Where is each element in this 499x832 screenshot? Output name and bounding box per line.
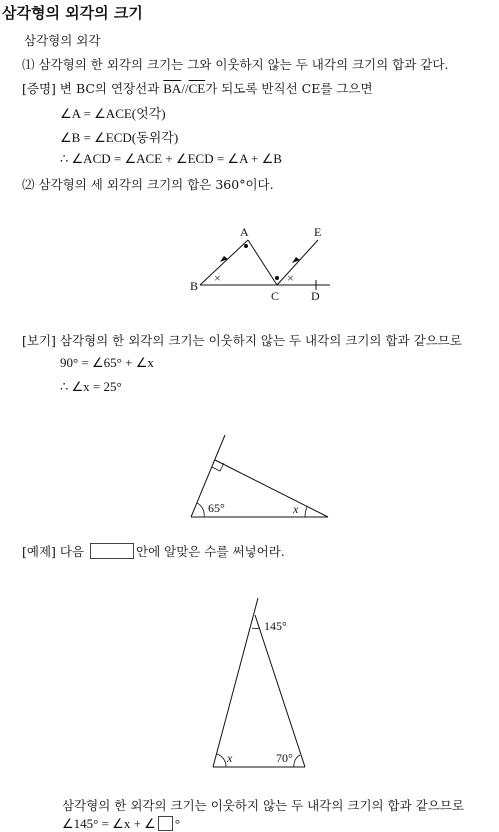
label-e: E xyxy=(314,225,322,239)
answer-equation xyxy=(62,816,180,832)
proof-text-b: 가 되도록 반직선 CE를 그으면 xyxy=(205,81,373,96)
proof-text-a: 변 BC의 연장선과 xyxy=(59,81,160,96)
page-title: 삼각형의 외각의 크기 xyxy=(2,4,143,22)
angle-65: 65° xyxy=(208,501,225,515)
example-eq-1: 90° = ∠65° + ∠x xyxy=(60,355,154,370)
parallel-symbol: // xyxy=(181,81,189,96)
example-eq-2: ∴ ∠x = 25° xyxy=(60,379,122,394)
segment-ba: $\overline{BA}$ xyxy=(163,81,182,96)
exercise-label: [예제] xyxy=(22,544,56,559)
example-text: 삼각형의 한 외각의 크기는 이웃하지 않는 두 내각의 크기의 합과 같으므로 xyxy=(59,333,462,348)
angle-70: 70° xyxy=(276,751,293,765)
answer-eq-before: ∠145° = ∠x + ∠ xyxy=(62,816,156,831)
angle-x-3: x xyxy=(227,751,233,765)
property-1-text: 삼각형의 한 외각의 크기는 그와 이웃하지 않는 두 내각의 크기의 합과 같다. xyxy=(38,57,449,72)
proof-line-3: ∴ ∠ACD = ∠ACE + ∠ECD = ∠A + ∠B xyxy=(60,151,282,166)
proof-line-2: ∠B = ∠ECD(동위각) xyxy=(60,130,179,145)
exercise-text-before: 다음 xyxy=(59,544,85,559)
mark-b: × xyxy=(214,271,221,285)
label-b: B xyxy=(190,279,199,293)
answer-text: 삼각형의 한 외각의 크기는 이웃하지 않는 두 내각의 크기의 합과 같으므로 xyxy=(62,798,464,813)
property-1-number: ⑴ xyxy=(22,57,35,72)
answer-eq-after: ° xyxy=(174,816,181,831)
label-c: C xyxy=(271,289,280,303)
exercise-text-after: 안에 알맞은 수를 써넣어라. xyxy=(136,544,285,559)
angle-145: 145° xyxy=(264,619,287,633)
proof-label: [증명] xyxy=(22,81,56,96)
segment-ce: $\overline{CE}$ xyxy=(188,81,206,96)
label-a: A xyxy=(240,225,249,239)
section-label: 삼각형의 외각 xyxy=(24,33,101,48)
label-d: D xyxy=(311,289,320,303)
angle-x: x xyxy=(293,502,299,516)
property-2-text: 삼각형의 세 외각의 크기의 합은 360°이다. xyxy=(38,177,274,192)
proof-line-1: ∠A = ∠ACE(엇각) xyxy=(60,106,166,121)
example-label: [보기] xyxy=(22,333,56,348)
property-2-number: ⑵ xyxy=(22,177,35,192)
mark-ecd: × xyxy=(287,271,294,285)
answer-blank-box xyxy=(158,816,173,831)
